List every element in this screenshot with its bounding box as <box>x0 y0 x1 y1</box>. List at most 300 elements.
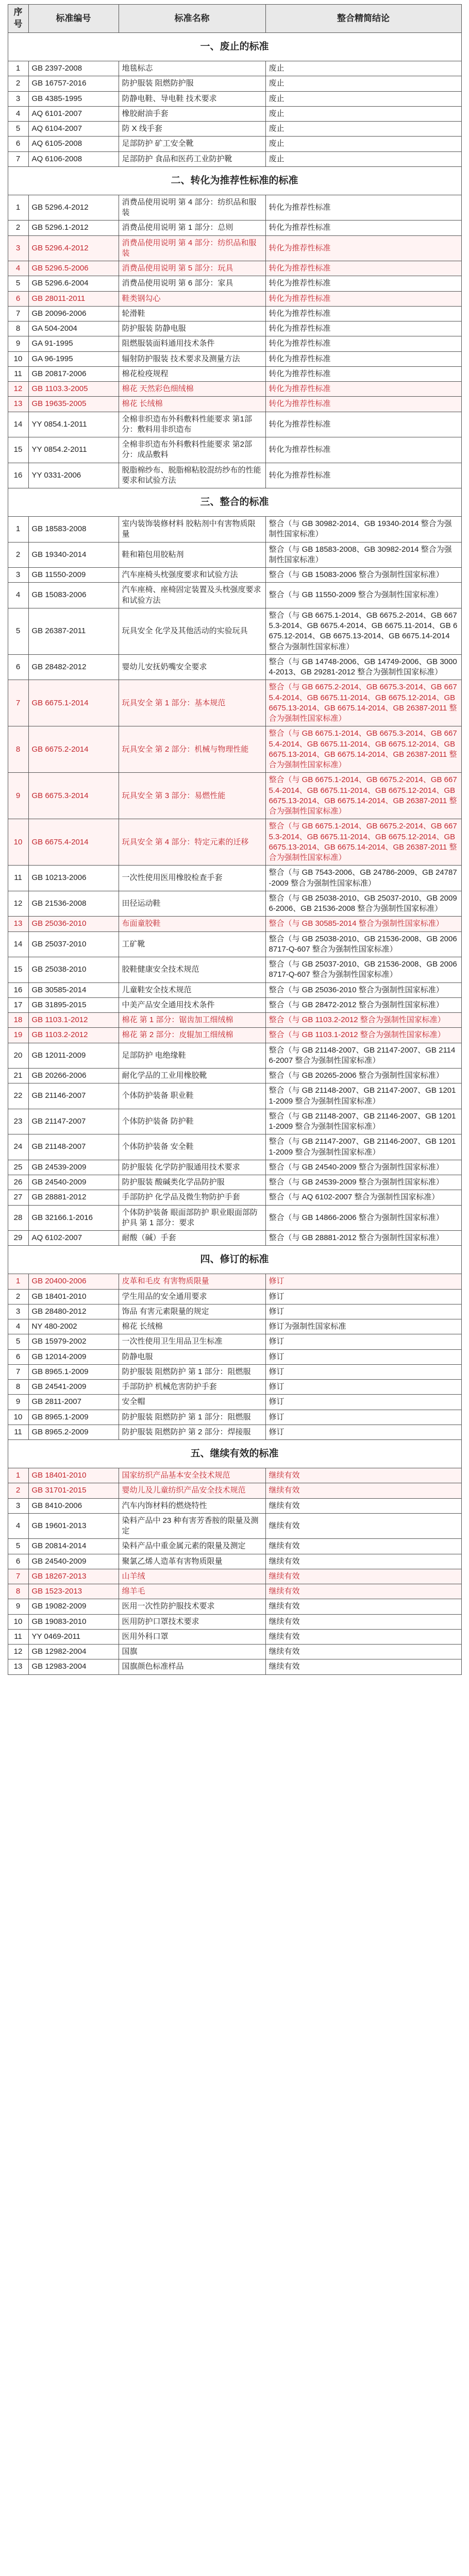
cell-result: 修订 <box>265 1425 461 1439</box>
table-row <box>8 680 461 726</box>
cell-name: 汽车内饰材料的燃烧特性 <box>119 1498 265 1513</box>
cell-no: 12 <box>8 1645 28 1659</box>
table-row <box>8 1645 461 1659</box>
table-row <box>8 291 461 306</box>
cell-code: GB 8965.2-2009 <box>28 1425 119 1439</box>
cell-result: 整合（与 GB 28881-2012 整合为强制性国家标准） <box>265 1231 461 1246</box>
cell-code: GB 5296.6-2004 <box>28 276 119 291</box>
cell-name: 玩具安全 第 3 部分：易燃性能 <box>119 773 265 819</box>
cell-no: 3 <box>8 1304 28 1319</box>
cell-no: 8 <box>8 726 28 773</box>
cell-no: 7 <box>8 1364 28 1379</box>
cell-result: 整合（与 GB 30585-2014 整合为强制性国家标准） <box>265 917 461 931</box>
cell-no: 4 <box>8 1319 28 1334</box>
cell-result: 转化为推荐性标准 <box>265 321 461 336</box>
table-row <box>8 1483 461 1498</box>
table-row <box>8 931 461 957</box>
cell-name: 个体防护装备 眼面部防护 职业眼面部防护具 第 1 部分：要求 <box>119 1205 265 1231</box>
cell-code: GB 2811-2007 <box>28 1395 119 1410</box>
table-row <box>8 437 461 463</box>
cell-name: 轮滑鞋 <box>119 306 265 321</box>
cell-result: 转化为推荐性标准 <box>265 412 461 437</box>
cell-no: 5 <box>8 1334 28 1349</box>
table-row <box>8 137 461 151</box>
cell-result: 整合（与 GB 15083-2006 整合为强制性国家标准） <box>265 568 461 583</box>
cell-result: 整合（与 GB 6675.2-2014、GB 6675.3-2014、GB 6675.4-2014、GB 6675.11-2014、GB 6675.12-2014、GB 6675.13-2014、GB 6675.14-2014、GB 26387-2011 整合为强制性国家标准） <box>265 680 461 726</box>
section-heading-row <box>8 1440 461 1468</box>
table-row <box>8 366 461 381</box>
cell-name: 脱脂棉纱布、脱脂棉粘胶混纺纱布的性能要求和试验方法 <box>119 463 265 488</box>
cell-no: 8 <box>8 1380 28 1395</box>
table-row <box>8 61 461 76</box>
header-no: 序号 <box>8 5 28 33</box>
cell-code: AQ 6104-2007 <box>28 122 119 137</box>
cell-code: GB 1103.2-2012 <box>28 1028 119 1043</box>
cell-name: 玩具安全 化学及其他活动的实验玩具 <box>119 608 265 654</box>
table-row <box>8 1028 461 1043</box>
cell-name: 布面童胶鞋 <box>119 917 265 931</box>
table-row <box>8 1289 461 1304</box>
cell-name: 足部防护 电绝缘鞋 <box>119 1043 265 1069</box>
cell-result: 转化为推荐性标准 <box>265 291 461 306</box>
cell-code: GB 24539-2009 <box>28 1160 119 1175</box>
table-row <box>8 542 461 568</box>
cell-no: 13 <box>8 917 28 931</box>
cell-name: 汽车座椅头枕强度要求和试验方法 <box>119 568 265 583</box>
cell-no: 25 <box>8 1160 28 1175</box>
cell-no: 2 <box>8 542 28 568</box>
table-row <box>8 1629 461 1644</box>
cell-result: 修订 <box>265 1395 461 1410</box>
cell-no: 6 <box>8 1554 28 1569</box>
cell-name: 橡胶耐油手套 <box>119 106 265 121</box>
cell-code: GB 24541-2009 <box>28 1380 119 1395</box>
cell-no: 4 <box>8 261 28 276</box>
standards-table <box>8 4 462 1675</box>
cell-no: 2 <box>8 1483 28 1498</box>
cell-code: GB 25037-2010 <box>28 931 119 957</box>
table-row <box>8 1599 461 1614</box>
table-row <box>8 91 461 106</box>
cell-result: 废止 <box>265 137 461 151</box>
table-row <box>8 583 461 608</box>
cell-result: 整合（与 AQ 6102-2007 整合为强制性国家标准） <box>265 1190 461 1205</box>
cell-name: 手部防护 化学品及微生物防护手套 <box>119 1190 265 1205</box>
cell-result: 整合（与 GB 6675.1-2014、GB 6675.2-2014、GB 6675.4-2014、GB 6675.11-2014、GB 6675.12-2014、GB 6675.13-2014、GB 6675.14-2014、GB 26387-2011 整合为强制性国家标准） <box>265 773 461 819</box>
table-row <box>8 1160 461 1175</box>
cell-code: GB 12011-2009 <box>28 1043 119 1069</box>
table-header-row <box>8 5 461 33</box>
cell-name: 防静电鞋、导电鞋 技术要求 <box>119 91 265 106</box>
cell-result: 继续有效 <box>265 1614 461 1629</box>
cell-result: 废止 <box>265 76 461 91</box>
table-row <box>8 957 461 983</box>
cell-no: 2 <box>8 76 28 91</box>
cell-result: 整合（与 GB 21148-2007、GB 21146-2007、GB 12011-2009 整合为强制性国家标准） <box>265 1109 461 1134</box>
cell-result: 转化为推荐性标准 <box>265 261 461 276</box>
cell-no: 1 <box>8 1468 28 1483</box>
cell-result: 整合（与 GB 20265-2006 整合为强制性国家标准） <box>265 1069 461 1083</box>
cell-code: GB 12982-2004 <box>28 1645 119 1659</box>
cell-no: 7 <box>8 151 28 166</box>
table-row <box>8 1395 461 1410</box>
cell-result: 整合（与 GB 14748-2006、GB 14749-2006、GB 30004-2013、GB 29281-2012 整合为强制性国家标准） <box>265 654 461 680</box>
cell-code: GB 15083-2006 <box>28 583 119 608</box>
cell-no: 24 <box>8 1134 28 1160</box>
table-row <box>8 1349 461 1364</box>
cell-code: GB 28482-2012 <box>28 654 119 680</box>
table-row <box>8 1539 461 1554</box>
cell-code: GB 19082-2009 <box>28 1599 119 1614</box>
cell-code: GB 6675.3-2014 <box>28 773 119 819</box>
cell-result: 废止 <box>265 61 461 76</box>
table-row <box>8 982 461 997</box>
cell-no: 5 <box>8 1539 28 1554</box>
cell-no: 4 <box>8 106 28 121</box>
cell-no: 3 <box>8 235 28 261</box>
cell-code: GB 28011-2011 <box>28 291 119 306</box>
table-row <box>8 1175 461 1190</box>
cell-result: 继续有效 <box>265 1554 461 1569</box>
cell-result: 转化为推荐性标准 <box>265 397 461 412</box>
cell-no: 10 <box>8 1614 28 1629</box>
cell-code: GB 12014-2009 <box>28 1349 119 1364</box>
table-row <box>8 726 461 773</box>
table-row <box>8 1614 461 1629</box>
cell-code: GB 31895-2015 <box>28 997 119 1012</box>
cell-result: 转化为推荐性标准 <box>265 221 461 235</box>
cell-name: 汽车座椅、座椅固定装置及头枕强度要求和试验方法 <box>119 583 265 608</box>
cell-name: 绵羊毛 <box>119 1584 265 1599</box>
cell-code: NY 480-2002 <box>28 1319 119 1334</box>
cell-name: 国旗颜色标准样品 <box>119 1659 265 1674</box>
cell-no: 4 <box>8 1513 28 1539</box>
cell-result: 转化为推荐性标准 <box>265 351 461 366</box>
cell-code: GB 18583-2008 <box>28 517 119 543</box>
section-title: 二、转化为推荐性标准的标准 <box>8 166 461 195</box>
cell-result: 废止 <box>265 106 461 121</box>
cell-result: 整合（与 GB 1103.1-2012 整合为强制性国家标准） <box>265 1028 461 1043</box>
table-row <box>8 221 461 235</box>
cell-no: 1 <box>8 195 28 221</box>
cell-code: GB 2397-2008 <box>28 61 119 76</box>
table-row <box>8 1069 461 1083</box>
cell-no: 1 <box>8 1274 28 1289</box>
table-row <box>8 151 461 166</box>
cell-code: AQ 6102-2007 <box>28 1231 119 1246</box>
cell-result: 转化为推荐性标准 <box>265 235 461 261</box>
cell-no: 14 <box>8 931 28 957</box>
cell-name: 染料产品中重金属元素的限量及测定 <box>119 1539 265 1554</box>
cell-name: 防护服装 酸碱类化学品防护服 <box>119 1175 265 1190</box>
cell-no: 12 <box>8 891 28 917</box>
cell-result: 整合（与 GB 24540-2009 整合为强制性国家标准） <box>265 1160 461 1175</box>
cell-name: 防护服装 阻燃防护 第 2 部分：焊接服 <box>119 1425 265 1439</box>
cell-result: 转化为推荐性标准 <box>265 276 461 291</box>
cell-name: 医用外科口罩 <box>119 1629 265 1644</box>
table-row <box>8 306 461 321</box>
cell-name: 地毯标志 <box>119 61 265 76</box>
table-row <box>8 1319 461 1334</box>
cell-name: 消费品使用说明 第 1 部分：总则 <box>119 221 265 235</box>
table-row <box>8 122 461 137</box>
cell-name: 胶鞋健康安全技术规范 <box>119 957 265 983</box>
header-result: 整合精简结论 <box>265 5 461 33</box>
cell-code: GA 504-2004 <box>28 321 119 336</box>
cell-result: 继续有效 <box>265 1483 461 1498</box>
cell-name: 儿童鞋安全技术规范 <box>119 982 265 997</box>
table-row <box>8 397 461 412</box>
table-row <box>8 517 461 543</box>
cell-no: 11 <box>8 1629 28 1644</box>
cell-result: 整合（与 GB 24539-2009 整合为强制性国家标准） <box>265 1175 461 1190</box>
table-row <box>8 1584 461 1599</box>
cell-no: 4 <box>8 583 28 608</box>
cell-result: 继续有效 <box>265 1599 461 1614</box>
cell-name: 个体防护装备 职业鞋 <box>119 1083 265 1109</box>
section-heading-row <box>8 33 461 61</box>
cell-no: 26 <box>8 1175 28 1190</box>
table-row <box>8 1659 461 1674</box>
cell-no: 10 <box>8 819 28 866</box>
cell-code: GB 25036-2010 <box>28 917 119 931</box>
cell-name: 玩具安全 第 4 部分：特定元素的迁移 <box>119 819 265 866</box>
table-row <box>8 106 461 121</box>
cell-name: 防 X 线手套 <box>119 122 265 137</box>
cell-no: 20 <box>8 1043 28 1069</box>
cell-result: 废止 <box>265 91 461 106</box>
cell-no: 6 <box>8 654 28 680</box>
cell-name: 一次性使用卫生用品卫生标准 <box>119 1334 265 1349</box>
cell-name: 工矿靴 <box>119 931 265 957</box>
table-row <box>8 1013 461 1028</box>
cell-no: 21 <box>8 1069 28 1083</box>
cell-result: 整合（与 GB 6675.1-2014、GB 6675.2-2014、GB 6675.3-2014、GB 6675.11-2014、GB 6675.12-2014、GB 6675.13-2014、GB 6675.14-2014、GB 26387-2011 整合为强制性国家标准） <box>265 819 461 866</box>
table-row <box>8 1083 461 1109</box>
section-title: 五、继续有效的标准 <box>8 1440 461 1468</box>
cell-name: 棉花 天然彩色细绒棉 <box>119 382 265 397</box>
cell-name: 棉花 第 2 部分：皮辊加工细绒棉 <box>119 1028 265 1043</box>
table-row <box>8 1334 461 1349</box>
cell-name: 安全帽 <box>119 1395 265 1410</box>
cell-code: YY 0469-2011 <box>28 1629 119 1644</box>
cell-result: 继续有效 <box>265 1539 461 1554</box>
cell-no: 8 <box>8 1584 28 1599</box>
cell-result: 整合（与 GB 21148-2007、GB 21147-2007、GB 12011-2009 整合为强制性国家标准） <box>265 1083 461 1109</box>
cell-code: GB 21148-2007 <box>28 1134 119 1160</box>
table-row <box>8 1425 461 1439</box>
cell-result: 整合（与 GB 14866-2006 整合为强制性国家标准） <box>265 1205 461 1231</box>
section-heading-row <box>8 166 461 195</box>
cell-code: GB 19601-2013 <box>28 1513 119 1539</box>
cell-code: GB 21147-2007 <box>28 1109 119 1134</box>
cell-code: GB 5296.4-2012 <box>28 235 119 261</box>
table-row <box>8 1498 461 1513</box>
cell-code: GB 25038-2010 <box>28 957 119 983</box>
cell-result: 整合（与 GB 6675.1-2014、GB 6675.3-2014、GB 6675.4-2014、GB 6675.11-2014、GB 6675.12-2014、GB 6675.13-2014、GB 6675.14-2014、GB 26387-2011 整合为强制性国家标准） <box>265 726 461 773</box>
cell-code: GB 5296.4-2012 <box>28 195 119 221</box>
cell-code: GB 28480-2012 <box>28 1304 119 1319</box>
table-row <box>8 351 461 366</box>
cell-code: YY 0331-2006 <box>28 463 119 488</box>
table-row <box>8 382 461 397</box>
cell-no: 29 <box>8 1231 28 1246</box>
cell-result: 继续有效 <box>265 1584 461 1599</box>
cell-result: 修订 <box>265 1289 461 1304</box>
cell-result: 废止 <box>265 122 461 137</box>
cell-code: GB 19635-2005 <box>28 397 119 412</box>
cell-result: 整合（与 GB 30982-2014、GB 19340-2014 整合为强制性国家标准） <box>265 517 461 543</box>
cell-no: 15 <box>8 437 28 463</box>
cell-code: AQ 6101-2007 <box>28 106 119 121</box>
table-row <box>8 1569 461 1584</box>
cell-name: 手部防护 机械危害防护手套 <box>119 1380 265 1395</box>
cell-code: GB 1103.1-2012 <box>28 1013 119 1028</box>
cell-code: GB 21536-2008 <box>28 891 119 917</box>
cell-name: 防护服装 阻燃防护 第 1 部分：阻燃服 <box>119 1364 265 1379</box>
cell-no: 10 <box>8 351 28 366</box>
cell-name: 婴幼儿及儿童纺织产品安全技术规范 <box>119 1483 265 1498</box>
table-row <box>8 1231 461 1246</box>
table-row <box>8 1554 461 1569</box>
table-row <box>8 917 461 931</box>
cell-code: GB 19083-2010 <box>28 1614 119 1629</box>
cell-name: 足部防护 矿工安全靴 <box>119 137 265 151</box>
cell-name: 玩具安全 第 2 部分：机械与物理性能 <box>119 726 265 773</box>
cell-result: 修订 <box>265 1334 461 1349</box>
cell-no: 9 <box>8 773 28 819</box>
cell-code: GB 8965.1-2009 <box>28 1410 119 1425</box>
cell-result: 修订 <box>265 1349 461 1364</box>
cell-code: GA 91-1995 <box>28 336 119 351</box>
cell-result: 转化为推荐性标准 <box>265 366 461 381</box>
cell-name: 全棉非织造布外科敷料性能要求 第1部分：敷料用非织造布 <box>119 412 265 437</box>
cell-no: 3 <box>8 568 28 583</box>
cell-code: GB 6675.2-2014 <box>28 726 119 773</box>
cell-name: 室内装饰装修材料 胶粘剂中有害物质限量 <box>119 517 265 543</box>
cell-name: 个体防护装备 防护鞋 <box>119 1109 265 1134</box>
cell-no: 28 <box>8 1205 28 1231</box>
cell-code: GB 19340-2014 <box>28 542 119 568</box>
header-code: 标准编号 <box>28 5 119 33</box>
cell-code: GB 30585-2014 <box>28 982 119 997</box>
cell-result: 整合（与 GB 18583-2008、GB 30982-2014 整合为强制性国家标准） <box>265 542 461 568</box>
cell-result: 整合（与 GB 11550-2009 整合为强制性国家标准） <box>265 583 461 608</box>
cell-result: 整合（与 GB 25036-2010 整合为强制性国家标准） <box>265 982 461 997</box>
table-row <box>8 1380 461 1395</box>
cell-no: 16 <box>8 982 28 997</box>
table-row <box>8 276 461 291</box>
cell-name: 防护服装 防静电服 <box>119 321 265 336</box>
cell-result: 转化为推荐性标准 <box>265 306 461 321</box>
cell-name: 鞋和箱包用胶粘剂 <box>119 542 265 568</box>
table-body <box>8 33 461 1675</box>
cell-no: 22 <box>8 1083 28 1109</box>
cell-no: 11 <box>8 866 28 891</box>
cell-result: 修订 <box>265 1304 461 1319</box>
cell-no: 5 <box>8 122 28 137</box>
table-row <box>8 336 461 351</box>
cell-name: 耐酸（碱）手套 <box>119 1231 265 1246</box>
cell-name: 防护服装 阻燃防护 第 1 部分：阻燃服 <box>119 1410 265 1425</box>
table-row <box>8 1274 461 1289</box>
cell-no: 3 <box>8 91 28 106</box>
cell-name: 消费品使用说明 第 6 部分：家具 <box>119 276 265 291</box>
cell-code: GB 1523-2013 <box>28 1584 119 1599</box>
table-row <box>8 773 461 819</box>
cell-no: 1 <box>8 61 28 76</box>
cell-name: 防护服装 阻燃防护服 <box>119 76 265 91</box>
table-row <box>8 235 461 261</box>
cell-result: 继续有效 <box>265 1645 461 1659</box>
cell-name: 足部防护 食品和医药工业防护靴 <box>119 151 265 166</box>
cell-no: 7 <box>8 1569 28 1584</box>
cell-no: 12 <box>8 382 28 397</box>
cell-result: 整合（与 GB 25038-2010、GB 21536-2008、GB 20068717-Q-607 整合为强制性国家标准） <box>265 931 461 957</box>
cell-no: 1 <box>8 517 28 543</box>
header-name: 标准名称 <box>119 5 265 33</box>
table-row <box>8 608 461 654</box>
table-row <box>8 1205 461 1231</box>
cell-code: GB 18267-2013 <box>28 1569 119 1584</box>
cell-name: 棉花 第 1 部分：锯齿加工细绒棉 <box>119 1013 265 1028</box>
cell-result: 继续有效 <box>265 1468 461 1483</box>
cell-result: 转化为推荐性标准 <box>265 437 461 463</box>
cell-no: 6 <box>8 137 28 151</box>
cell-name: 棉花 长绒棉 <box>119 1319 265 1334</box>
table-row <box>8 195 461 221</box>
cell-code: GB 5296.5-2006 <box>28 261 119 276</box>
cell-name: 聚氯乙烯人造革有害物质限量 <box>119 1554 265 1569</box>
cell-no: 7 <box>8 306 28 321</box>
cell-code: GB 26387-2011 <box>28 608 119 654</box>
cell-name: 学生用品的安全通用要求 <box>119 1289 265 1304</box>
cell-result: 修订 <box>265 1364 461 1379</box>
section-heading-row <box>8 488 461 517</box>
cell-result: 整合（与 GB 25038-2010、GB 25037-2010、GB 20096-2006、GB 21536-2008 整合为强制性国家标准） <box>265 891 461 917</box>
cell-no: 11 <box>8 366 28 381</box>
cell-no: 6 <box>8 1349 28 1364</box>
cell-no: 13 <box>8 397 28 412</box>
cell-result: 继续有效 <box>265 1629 461 1644</box>
table-row <box>8 76 461 91</box>
table-row <box>8 261 461 276</box>
cell-name: 一次性使用医用橡胶检查手套 <box>119 866 265 891</box>
cell-code: GB 20096-2006 <box>28 306 119 321</box>
cell-name: 国家纺织产品基本安全技术规范 <box>119 1468 265 1483</box>
cell-result: 整合（与 GB 6675.1-2014、GB 6675.2-2014、GB 6675.3-2014、GB 6675.4-2014、GB 6675.11-2014、GB 6675.12-2014、GB 6675.13-2014、GB 6675.14-2014 整合为强制性国家标准） <box>265 608 461 654</box>
table-row <box>8 1043 461 1069</box>
cell-code: YY 0854.1-2011 <box>28 412 119 437</box>
cell-no: 9 <box>8 336 28 351</box>
cell-code: YY 0854.2-2011 <box>28 437 119 463</box>
cell-code: GB 11550-2009 <box>28 568 119 583</box>
cell-name: 中美产品安全通用技术条件 <box>119 997 265 1012</box>
table-row <box>8 1364 461 1379</box>
cell-result: 转化为推荐性标准 <box>265 463 461 488</box>
cell-code: GB 28881-2012 <box>28 1190 119 1205</box>
cell-name: 医用防护口罩技术要求 <box>119 1614 265 1629</box>
section-title: 一、废止的标准 <box>8 33 461 61</box>
cell-no: 19 <box>8 1028 28 1043</box>
cell-code: GB 20817-2006 <box>28 366 119 381</box>
cell-no: 2 <box>8 1289 28 1304</box>
cell-name: 阻燃服装面料通用技术条件 <box>119 336 265 351</box>
cell-no: 27 <box>8 1190 28 1205</box>
cell-code: GB 20266-2006 <box>28 1069 119 1083</box>
cell-result: 整合（与 GB 7543-2006、GB 24786-2009、GB 24787-2009 整合为强制性国家标准） <box>265 866 461 891</box>
cell-name: 鞋类钢勾心 <box>119 291 265 306</box>
